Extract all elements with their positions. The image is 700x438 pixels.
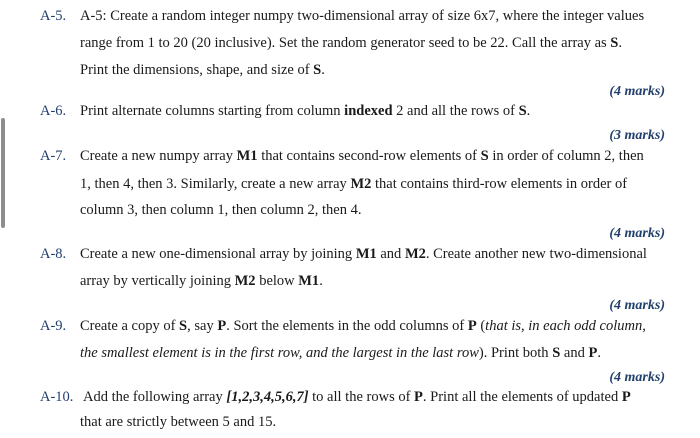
marks-label: (4 marks) [609,84,665,99]
question-text-line: Print the dimensions, shape, and size of S. [80,62,325,78]
question-text-line: array by vertically joining M2 below M1. [80,273,323,289]
question-text-line: Create a copy of S, say P. Sort the elements in the odd columns of P (that is, in each odd column, [80,318,646,334]
question-text-line: column 3, then column 1, then column 2, then 4. [80,202,362,218]
question-text-line: Print alternate columns starting from column indexed 2 and all the rows of S. [80,103,531,119]
marks-label: (4 marks) [609,370,665,385]
question-text-line: A-5: Create a random integer numpy two-dimensional array of size 6x7, where the integer values [80,8,645,24]
question-text-line: Add the following array [1,2,3,4,5,6,7] to all the rows of P. Print all the elements of updated P [83,389,631,405]
question-number: A-5. [40,8,67,24]
question-text-line: 1, then 4, then 3. Similarly, create a new array M2 that contains third-row elements in order of [80,176,628,192]
marks-label: (4 marks) [609,298,665,313]
question-text-line: Create a new one-dimensional array by joining M1 and M2. Create another new two-dimensional [80,246,647,262]
question-text-line: that are strictly between 5 and 15. [80,414,277,430]
question-number: A-9. [40,318,67,334]
question-text-line: the smallest element is in the first row, and the largest in the last row). Print both S and P. [80,345,601,361]
question-text-line: range from 1 to 20 (20 inclusive). Set the random generator seed to be 22. Call the array as S. [80,35,622,51]
question-number: A-7. [40,148,67,164]
question-number: A-10. [40,389,74,405]
marks-label: (4 marks) [609,226,665,241]
question-text-line: Create a new numpy array M1 that contains second-row elements of S in order of column 2, then [80,148,644,164]
marks-label: (3 marks) [609,128,665,143]
question-number: A-6. [40,103,67,119]
question-number: A-8. [40,246,67,262]
